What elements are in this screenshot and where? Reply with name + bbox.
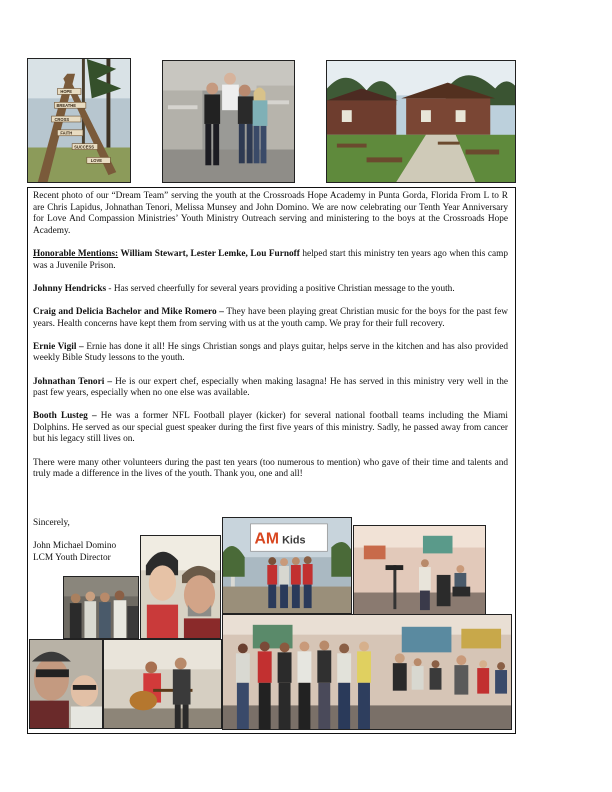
mention-name: Craig and Delicia Bachelor and Mike Romero – bbox=[33, 306, 224, 317]
selfie-art bbox=[141, 536, 220, 638]
sincerely-text: Sincerely, bbox=[33, 518, 70, 528]
sign-word-3: CROSS bbox=[54, 116, 70, 122]
guitar-photo bbox=[103, 639, 222, 729]
mention-paragraph bbox=[33, 377, 508, 400]
mention-text: They have been playing great Christian music for the boys for the past few years. Health concerns have kept them from serving with us at the youth camp. We pray for their full recovery. bbox=[33, 306, 508, 329]
mention-paragraph bbox=[33, 342, 508, 365]
mention-name: Johnathan Tenori – bbox=[33, 376, 113, 387]
sign-word-1: HOPE bbox=[60, 89, 73, 95]
mention-name: Johnny Hendricks bbox=[33, 283, 107, 294]
mention-name: Ernie Vigil – bbox=[33, 341, 84, 352]
amkids-kids-text: Kids bbox=[282, 534, 306, 547]
intro-paragraph: Recent photo of our “Dream Team” serving the youth at the Crossroads Hope Academy in Punta Gorda, Florida From L to R are Chris Lapidus, Johnathan Tenori, Melissa Munsey and John Domino. We are now celebrating our Tenth Year Anniversary for Love And Compassion Ministries’ Youth Ministry Outreach serving and ministering to the boys at the Crossroads Hope Academy. bbox=[33, 191, 508, 236]
grounds-photo-art bbox=[327, 61, 515, 182]
signer-name: John Michael Domino bbox=[33, 541, 117, 552]
mention-text: - Has served cheerfully for several years providing a positive Christian message to the youth. bbox=[106, 283, 455, 294]
signer-title: LCM Youth Director bbox=[33, 552, 111, 563]
amkids-group-photo bbox=[222, 517, 352, 614]
honorable-mentions-label: Honorable Mentions: bbox=[33, 248, 119, 259]
sign-photo-art bbox=[28, 59, 130, 182]
amkids-art bbox=[223, 518, 351, 613]
dream-team-sign-photo bbox=[27, 58, 131, 183]
music-room-art bbox=[354, 526, 485, 616]
large-group-photo bbox=[222, 614, 512, 730]
selfie-photo bbox=[140, 535, 221, 639]
amkids-logo-text: AM bbox=[254, 530, 279, 548]
group-small-art bbox=[64, 577, 138, 638]
signoff bbox=[33, 518, 116, 564]
article-body bbox=[33, 191, 508, 492]
honorable-mentions-text: helped start this ministry ten years ago when this camp was a Juvenile Prison. bbox=[33, 248, 508, 271]
mention-paragraph bbox=[33, 411, 508, 446]
mention-name: Booth Lusteg – bbox=[33, 411, 97, 422]
mention-text: Ernie has done it all! He sings Christian songs and plays guitar, helps serve in the kitchen and has also provided weekly Bible Study lessons to the youth. bbox=[33, 341, 508, 364]
sign-word-5: SUCCESS bbox=[74, 144, 94, 150]
two-men-art bbox=[30, 640, 102, 728]
honorable-mentions-paragraph bbox=[33, 249, 508, 272]
group-photo-small bbox=[63, 576, 139, 639]
mention-paragraph bbox=[33, 284, 508, 296]
sign-word-6: LOVE bbox=[90, 158, 102, 164]
closing-paragraph: There were many other volunteers during the past ten years (too numerous to mention) who gave of their time and talents and truly made a difference in the lives of the youth. Thank you, one and all! bbox=[33, 457, 508, 480]
dream-team-kitchen-photo bbox=[162, 60, 295, 183]
sign-word-4: FAITH bbox=[60, 130, 73, 136]
music-room-photo bbox=[353, 525, 486, 617]
mention-paragraph bbox=[33, 307, 508, 330]
honorable-mentions-names: William Stewart, Lester Lemke, Lou Furnoff bbox=[118, 248, 300, 259]
guitar-art bbox=[104, 640, 221, 728]
two-men-selfie-photo bbox=[29, 639, 103, 729]
mention-text: He was a former NFL Football player (kicker) for several national football teams including the Miami Dolphins. He served as our special guest speaker during the first five years of this ministry. Sadly, he passed away from cancer but his legacy still lives on. bbox=[33, 411, 508, 445]
mention-text: He is our expert chef, especially when making lasagna! He has served in this ministry very well in the past few years, especially when no one else was available. bbox=[33, 376, 508, 399]
academy-grounds-photo bbox=[326, 60, 516, 183]
sign-word-2: BREATHE bbox=[56, 103, 76, 109]
large-group-art bbox=[223, 615, 511, 729]
kitchen-photo-art bbox=[163, 61, 294, 182]
